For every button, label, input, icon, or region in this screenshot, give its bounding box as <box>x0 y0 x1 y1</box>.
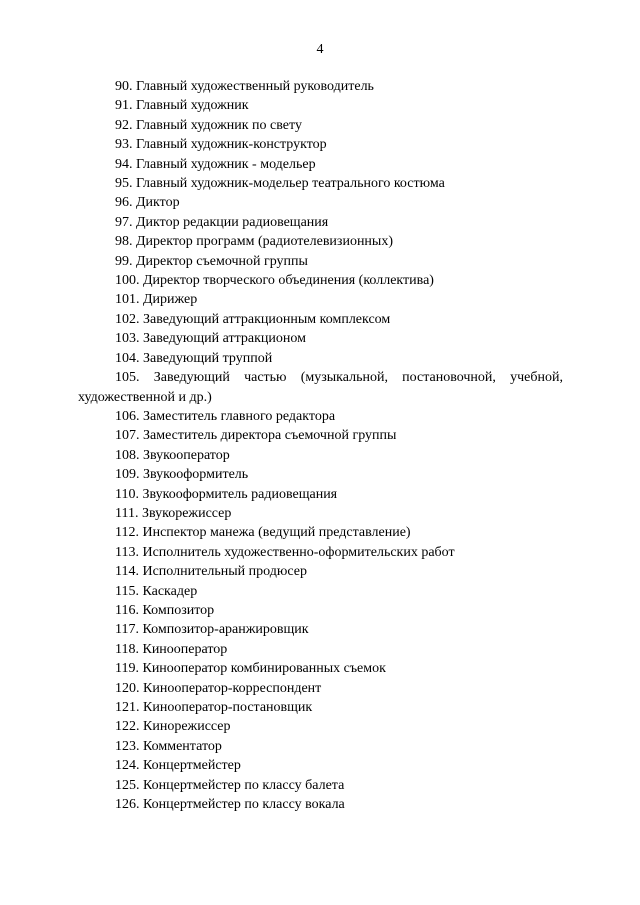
list-item-wrapped <box>78 368 563 407</box>
list-item: 100. Директор творческого объединения (коллектива) <box>115 273 434 289</box>
list-item: 110. Звукооформитель радиовещания <box>115 486 338 502</box>
list-item: 112. Инспектор манежа (ведущий представление) <box>115 525 411 541</box>
list-item: 116. Композитор <box>115 602 215 618</box>
list-item: 115. Каскадер <box>115 583 198 599</box>
list-item: 117. Композитор-аранжировщик <box>115 622 309 638</box>
list-item: 126. Концертмейстер по классу вокала <box>115 797 345 813</box>
list-item: 93. Главный художник-конструктор <box>115 137 327 153</box>
list-item: 114. Исполнительный продюсер <box>115 564 307 580</box>
list-item: 111. Звукорежиссер <box>115 505 232 521</box>
list-item: 95. Главный художник-модельер театрального костюма <box>115 176 445 192</box>
page-number: 4 <box>316 42 324 57</box>
list-item: 90. Главный художественный руководитель <box>115 79 374 94</box>
list-item: 97. Диктор редакции радиовещания <box>115 214 329 230</box>
list-item: 123. Комментатор <box>115 738 222 754</box>
list-item: 91. Главный художник <box>115 98 249 114</box>
list-item: 108. Звукооператор <box>115 447 230 463</box>
list-item: 94. Главный художник - модельер <box>115 156 316 172</box>
list-item: 96. Диктор <box>115 195 180 211</box>
list-item: 109. Звукооформитель <box>115 467 249 483</box>
list-item: 125. Концертмейстер по классу балета <box>115 777 345 793</box>
list-item-first-line: 105. Заведующий частью (музыкальной, постановочной, учебной, <box>115 370 563 386</box>
list-item: 113. Исполнитель художественно-оформительских работ <box>115 544 455 560</box>
list-item: 101. Дирижер <box>115 292 198 308</box>
list-item: 104. Заведующий труппой <box>115 350 273 366</box>
list-item-continuation: художественной и др.) <box>78 389 212 405</box>
list-item: 122. Кинорежиссер <box>115 719 231 735</box>
list-item: 118. Кинооператор <box>115 641 228 657</box>
profession-list <box>78 77 563 814</box>
list-item: 103. Заведующий аттракционом <box>115 331 306 347</box>
list-item: 121. Кинооператор-постановщик <box>115 700 313 715</box>
list-item: 106. Заместитель главного редактора <box>115 408 336 424</box>
list-item: 119. Кинооператор комбинированных съемок <box>115 661 386 677</box>
list-item: 124. Концертмейстер <box>115 758 241 774</box>
list-item: 99. Директор съемочной группы <box>115 253 308 269</box>
list-item: 102. Заведующий аттракционным комплексом <box>115 311 391 327</box>
list-item: 92. Главный художник по свету <box>115 117 302 133</box>
list-item: 107. Заместитель директора съемочной группы <box>115 428 397 444</box>
list-item: 120. Кинооператор-корреспондент <box>115 680 322 696</box>
list-item: 98. Директор программ (радиотелевизионных) <box>115 234 393 250</box>
